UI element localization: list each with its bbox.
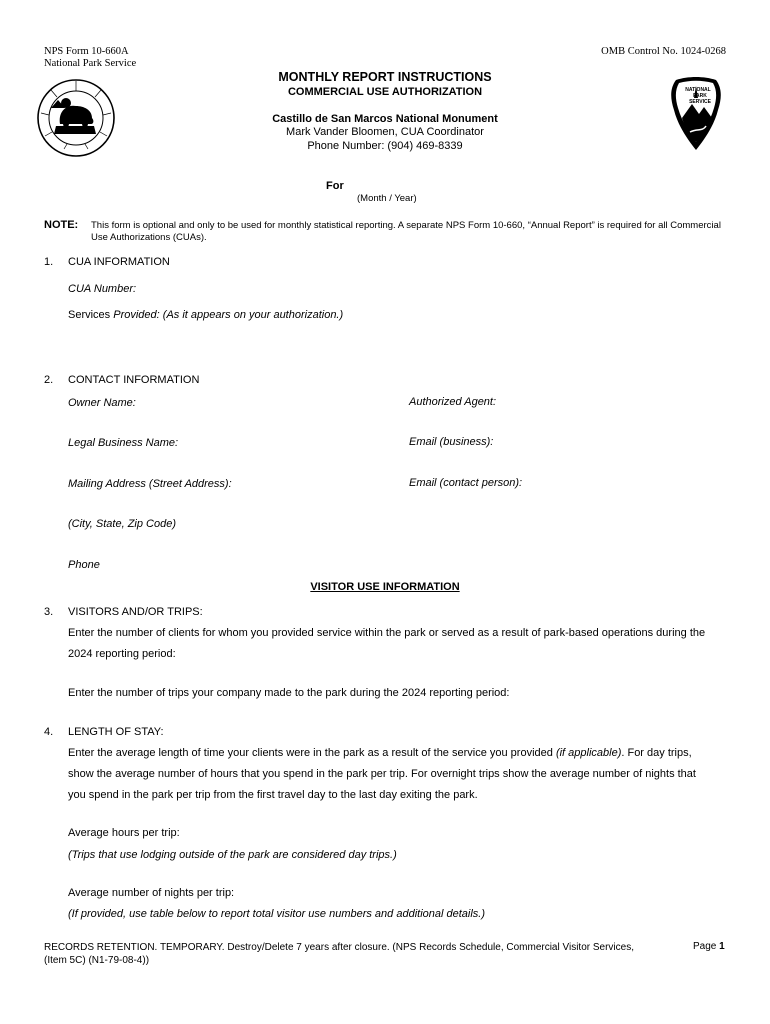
legal-business-name-label: Legal Business Name: — [68, 437, 179, 449]
document-title: MONTHLY REPORT INSTRUCTIONS — [278, 70, 492, 84]
clients-instruction-line-2: 2024 reporting period: — [68, 648, 176, 660]
average-nights-label: Average number of nights per trip: — [68, 887, 235, 899]
services-text-c: : (As it appears on your authorization.) — [156, 309, 344, 321]
section-2-number: 2. — [44, 374, 54, 386]
form-header-left — [44, 46, 136, 70]
email-business-label: Email (business): — [409, 436, 494, 448]
note-text: This form is optional and only to be used for monthly statistical reporting. A separate NPS Form 10-660, “Annual Report” is required for all Commercial Use Authorizations (CUAs). — [91, 220, 721, 243]
note-label: NOTE: — [44, 219, 79, 231]
coordinator-phone: Phone Number: (904) 469-8339 — [307, 140, 463, 152]
owner-name-label: Owner Name: — [68, 397, 136, 409]
mailing-address-label: Mailing Address (Street Address): — [68, 478, 232, 490]
stay-instruction-line-2: show the average number of hours that you spend in the park per trip. For overnight trips show the average number of nights that — [68, 768, 696, 780]
services-text-b: Provided — [113, 309, 157, 321]
svg-text:SERVICE: SERVICE — [689, 99, 711, 105]
agency-name: National Park Service — [44, 58, 137, 69]
phone-label: Phone — [68, 559, 100, 571]
services-text-a: Services — [68, 309, 114, 321]
records-retention-footer: RECORDS RETENTION. TEMPORARY. Destroy/Delete 7 years after closure. (NPS Records Schedule, Commercial Visitor Services, (Item 5C) (N1-79-08-4)) — [44, 942, 634, 966]
stay-line-1-c: . For day trips, — [621, 747, 692, 759]
form-number: NPS Form 10-660A — [44, 46, 129, 57]
svg-text:PARK: PARK — [693, 93, 707, 99]
average-hours-note: (Trips that use lodging outside of the park are considered day trips.) — [68, 849, 397, 861]
svg-text:NATIONAL: NATIONAL — [685, 87, 711, 93]
trips-instruction: Enter the number of trips your company made to the park during the 2024 reporting period: — [68, 687, 510, 699]
section-4-number: 4. — [44, 726, 54, 738]
stay-instruction-line-1 — [68, 747, 692, 759]
visitor-use-heading: VISITOR USE INFORMATION — [310, 581, 460, 593]
email-contact-label: Email (contact person): — [409, 477, 523, 489]
section-4-title: LENGTH OF STAY: — [68, 726, 164, 738]
city-state-zip-label: (City, State, Zip Code) — [68, 518, 176, 530]
section-3-title: VISITORS AND/OR TRIPS: — [68, 606, 203, 618]
stay-line-1-b: (if applicable) — [555, 747, 622, 759]
authorized-agent-label: Authorized Agent: — [409, 396, 497, 408]
page-label: Page — [693, 941, 720, 952]
section-2-title: CONTACT INFORMATION — [68, 374, 200, 386]
average-hours-label: Average hours per trip: — [68, 827, 180, 839]
omb-control-number: OMB Control No. 1024-0268 — [601, 46, 726, 57]
page-number — [693, 941, 725, 952]
stay-instruction-line-3: you spend in the park per trip from the first travel day to the last day exiting the park. — [68, 789, 478, 801]
section-1-number: 1. — [44, 256, 54, 268]
park-name: Castillo de San Marcos National Monument — [272, 113, 498, 125]
section-3-number: 3. — [44, 606, 54, 618]
month-year-label: (Month / Year) — [357, 193, 417, 204]
average-nights-note: (If provided, use table below to report total visitor use numbers and additional details.) — [68, 908, 486, 920]
page-num: 1 — [719, 941, 725, 952]
coordinator-name: Mark Vander Bloomen, CUA Coordinator — [286, 126, 484, 138]
stay-line-1-a: Enter the average length of time your clients were in the park as a result of the service you provided — [68, 747, 556, 759]
section-1-title: CUA INFORMATION — [68, 256, 170, 268]
services-provided-label — [68, 309, 343, 321]
cua-number-label: CUA Number: — [68, 283, 137, 295]
document-subtitle: COMMERCIAL USE AUTHORIZATION — [287, 86, 483, 98]
for-label: For — [326, 180, 344, 192]
clients-instruction-line-1: Enter the number of clients for whom you provided service within the park or served as a result of park-based operations during the — [68, 627, 706, 639]
